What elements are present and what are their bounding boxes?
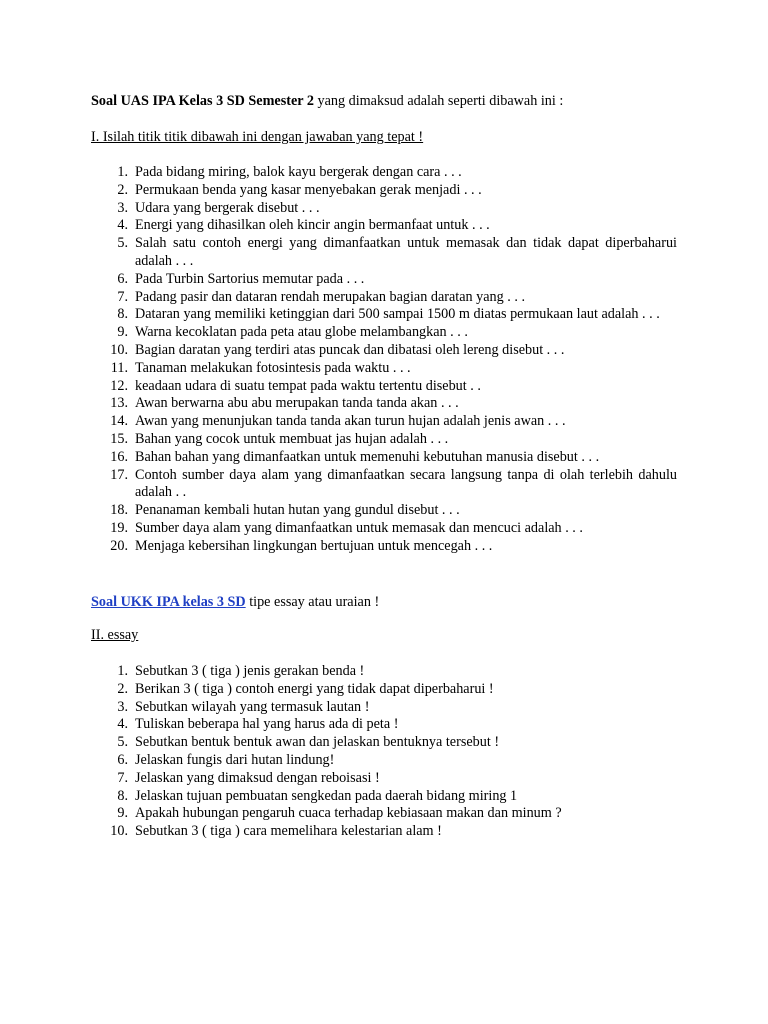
section-1-heading: I. Isilah titik titik dibawah ini dengan jawaban yang tepat ! bbox=[91, 129, 424, 145]
intro-rest: yang dimaksud adalah seperti dibawah ini : bbox=[313, 93, 564, 109]
question-text: Permukaan benda yang kasar menyebakan gerak menjadi . . . bbox=[135, 181, 482, 198]
question-text: Sebutkan 3 ( tiga ) cara memelihara kelestarian alam ! bbox=[135, 823, 442, 840]
question-item bbox=[91, 681, 677, 699]
question-item bbox=[91, 182, 677, 200]
question-item bbox=[91, 734, 677, 752]
question-text: Bahan bahan yang dimanfaatkan untuk memenuhi kebutuhan manusia disebut . . . bbox=[135, 448, 600, 465]
question-number: 10. bbox=[110, 341, 128, 358]
question-text: Udara yang bergerak disebut . . . bbox=[135, 199, 320, 216]
question-item bbox=[91, 235, 677, 271]
question-item bbox=[91, 360, 677, 378]
question-item bbox=[91, 342, 677, 360]
question-text: keadaan udara di suatu tempat pada waktu tertentu disebut . . bbox=[135, 377, 481, 394]
question-text: Penanaman kembali hutan hutan yang gundul disebut . . . bbox=[135, 502, 460, 519]
question-item bbox=[91, 306, 677, 324]
question-number: 7. bbox=[117, 288, 128, 305]
question-item bbox=[91, 770, 677, 788]
question-text: Awan yang menunjukan tanda tanda akan turun hujan adalah jenis awan . . . bbox=[135, 413, 566, 430]
question-text: Menjaga kebersihan lingkungan bertujuan untuk mencegah . . . bbox=[135, 537, 493, 554]
question-number: 5. bbox=[117, 734, 128, 751]
question-number: 19. bbox=[110, 519, 128, 536]
question-text: Apakah hubungan pengaruh cuaca terhadap kebiasaan makan dan minum ? bbox=[135, 805, 562, 822]
question-number: 8. bbox=[117, 787, 128, 804]
question-item bbox=[91, 823, 677, 841]
question-number: 6. bbox=[117, 751, 128, 768]
question-number: 6. bbox=[117, 270, 128, 287]
question-item bbox=[91, 788, 677, 806]
question-number: 15. bbox=[110, 430, 128, 447]
question-item bbox=[91, 324, 677, 342]
question-item bbox=[91, 271, 677, 289]
question-text: Awan berwarna abu abu merupakan tanda tanda akan . . . bbox=[135, 395, 459, 412]
question-item bbox=[91, 378, 677, 396]
essay-intro-line bbox=[91, 594, 379, 612]
question-number: 3. bbox=[117, 199, 128, 216]
intro-line bbox=[91, 93, 563, 111]
question-item bbox=[91, 200, 677, 218]
question-item bbox=[91, 502, 677, 520]
question-item bbox=[91, 752, 677, 770]
question-number: 8. bbox=[117, 306, 128, 323]
section-2-heading: II. essay bbox=[91, 627, 139, 643]
question-number: 18. bbox=[110, 502, 128, 519]
question-text: Jelaskan tujuan pembuatan sengkedan pada daerah bidang miring 1 bbox=[135, 787, 518, 804]
question-item bbox=[91, 467, 677, 503]
question-text: Jelaskan fungis dari hutan lindung! bbox=[135, 751, 335, 768]
question-number: 14. bbox=[110, 413, 128, 430]
question-text: Contoh sumber daya alam yang dimanfaatkan secara langsung tanpa di olah terlebih dahulu adalah . . bbox=[135, 466, 677, 501]
intro-title: Soal UAS IPA Kelas 3 SD Semester 2 bbox=[91, 93, 314, 109]
question-item bbox=[91, 699, 677, 717]
question-number: 4. bbox=[117, 217, 128, 234]
question-number: 7. bbox=[117, 769, 128, 786]
question-text: Salah satu contoh energi yang dimanfaatkan untuk memasak dan tidak dapat diperbaharui adalah . . . bbox=[135, 235, 677, 269]
question-text: Warna kecoklatan pada peta atau globe melambangkan . . . bbox=[135, 324, 468, 341]
question-text: Dataran yang memiliki ketinggian dari 500 sampai 1500 m diatas permukaan laut adalah . . . bbox=[135, 306, 660, 323]
question-text: Sebutkan 3 ( tiga ) jenis gerakan benda ! bbox=[135, 663, 365, 679]
fill-in-question-list bbox=[91, 164, 677, 556]
question-item bbox=[91, 449, 677, 467]
question-text: Jelaskan yang dimaksud dengan reboisasi ! bbox=[135, 769, 380, 786]
question-number: 1. bbox=[117, 663, 128, 679]
question-item bbox=[91, 520, 677, 538]
question-number: 2. bbox=[117, 680, 128, 697]
question-number: 3. bbox=[117, 698, 128, 715]
question-number: 2. bbox=[117, 181, 128, 198]
question-text: Sebutkan wilayah yang termasuk lautan ! bbox=[135, 698, 370, 715]
question-text: Sumber daya alam yang dimanfaatkan untuk memasak dan mencuci adalah . . . bbox=[135, 519, 583, 536]
question-text: Energi yang dihasilkan oleh kincir angin bermanfaat untuk . . . bbox=[135, 217, 490, 234]
question-text: Tuliskan beberapa hal yang harus ada di peta ! bbox=[135, 716, 399, 733]
question-text: Bagian daratan yang terdiri atas puncak dan dibatasi oleh lereng disebut . . . bbox=[135, 341, 565, 358]
question-text: Tanaman melakukan fotosintesis pada waktu . . . bbox=[135, 359, 411, 376]
question-item bbox=[91, 538, 677, 556]
question-item bbox=[91, 395, 677, 413]
question-item bbox=[91, 217, 677, 235]
question-item bbox=[91, 413, 677, 431]
question-item bbox=[91, 164, 677, 182]
question-item bbox=[91, 663, 677, 681]
question-number: 4. bbox=[117, 716, 128, 733]
question-text: Berikan 3 ( tiga ) contoh energi yang tidak dapat diperbaharui ! bbox=[135, 680, 494, 697]
question-number: 11. bbox=[110, 359, 128, 376]
question-item bbox=[91, 431, 677, 449]
question-item bbox=[91, 289, 677, 307]
essay-intro-rest: tipe essay atau uraian ! bbox=[245, 594, 380, 610]
question-number: 13. bbox=[110, 395, 128, 412]
question-text: Pada bidang miring, balok kayu bergerak dengan cara . . . bbox=[135, 164, 462, 180]
essay-question-list bbox=[91, 663, 677, 841]
question-text: Sebutkan bentuk bentuk awan dan jelaskan bentuknya tersebut ! bbox=[135, 734, 500, 751]
question-number: 5. bbox=[117, 235, 128, 252]
question-number: 20. bbox=[110, 537, 128, 554]
question-number: 9. bbox=[117, 805, 128, 822]
question-number: 1. bbox=[117, 164, 128, 180]
question-text: Padang pasir dan dataran rendah merupakan bagian daratan yang . . . bbox=[135, 288, 525, 305]
question-text: Bahan yang cocok untuk membuat jas hujan adalah . . . bbox=[135, 430, 449, 447]
question-text: Pada Turbin Sartorius memutar pada . . . bbox=[135, 270, 365, 287]
question-item bbox=[91, 805, 677, 823]
question-number: 10. bbox=[110, 823, 128, 840]
question-number: 17. bbox=[110, 466, 128, 483]
question-number: 12. bbox=[110, 377, 128, 394]
question-number: 9. bbox=[117, 324, 128, 341]
question-item bbox=[91, 716, 677, 734]
ukk-link[interactable]: Soal UKK IPA kelas 3 SD bbox=[91, 594, 246, 610]
question-number: 16. bbox=[110, 448, 128, 465]
